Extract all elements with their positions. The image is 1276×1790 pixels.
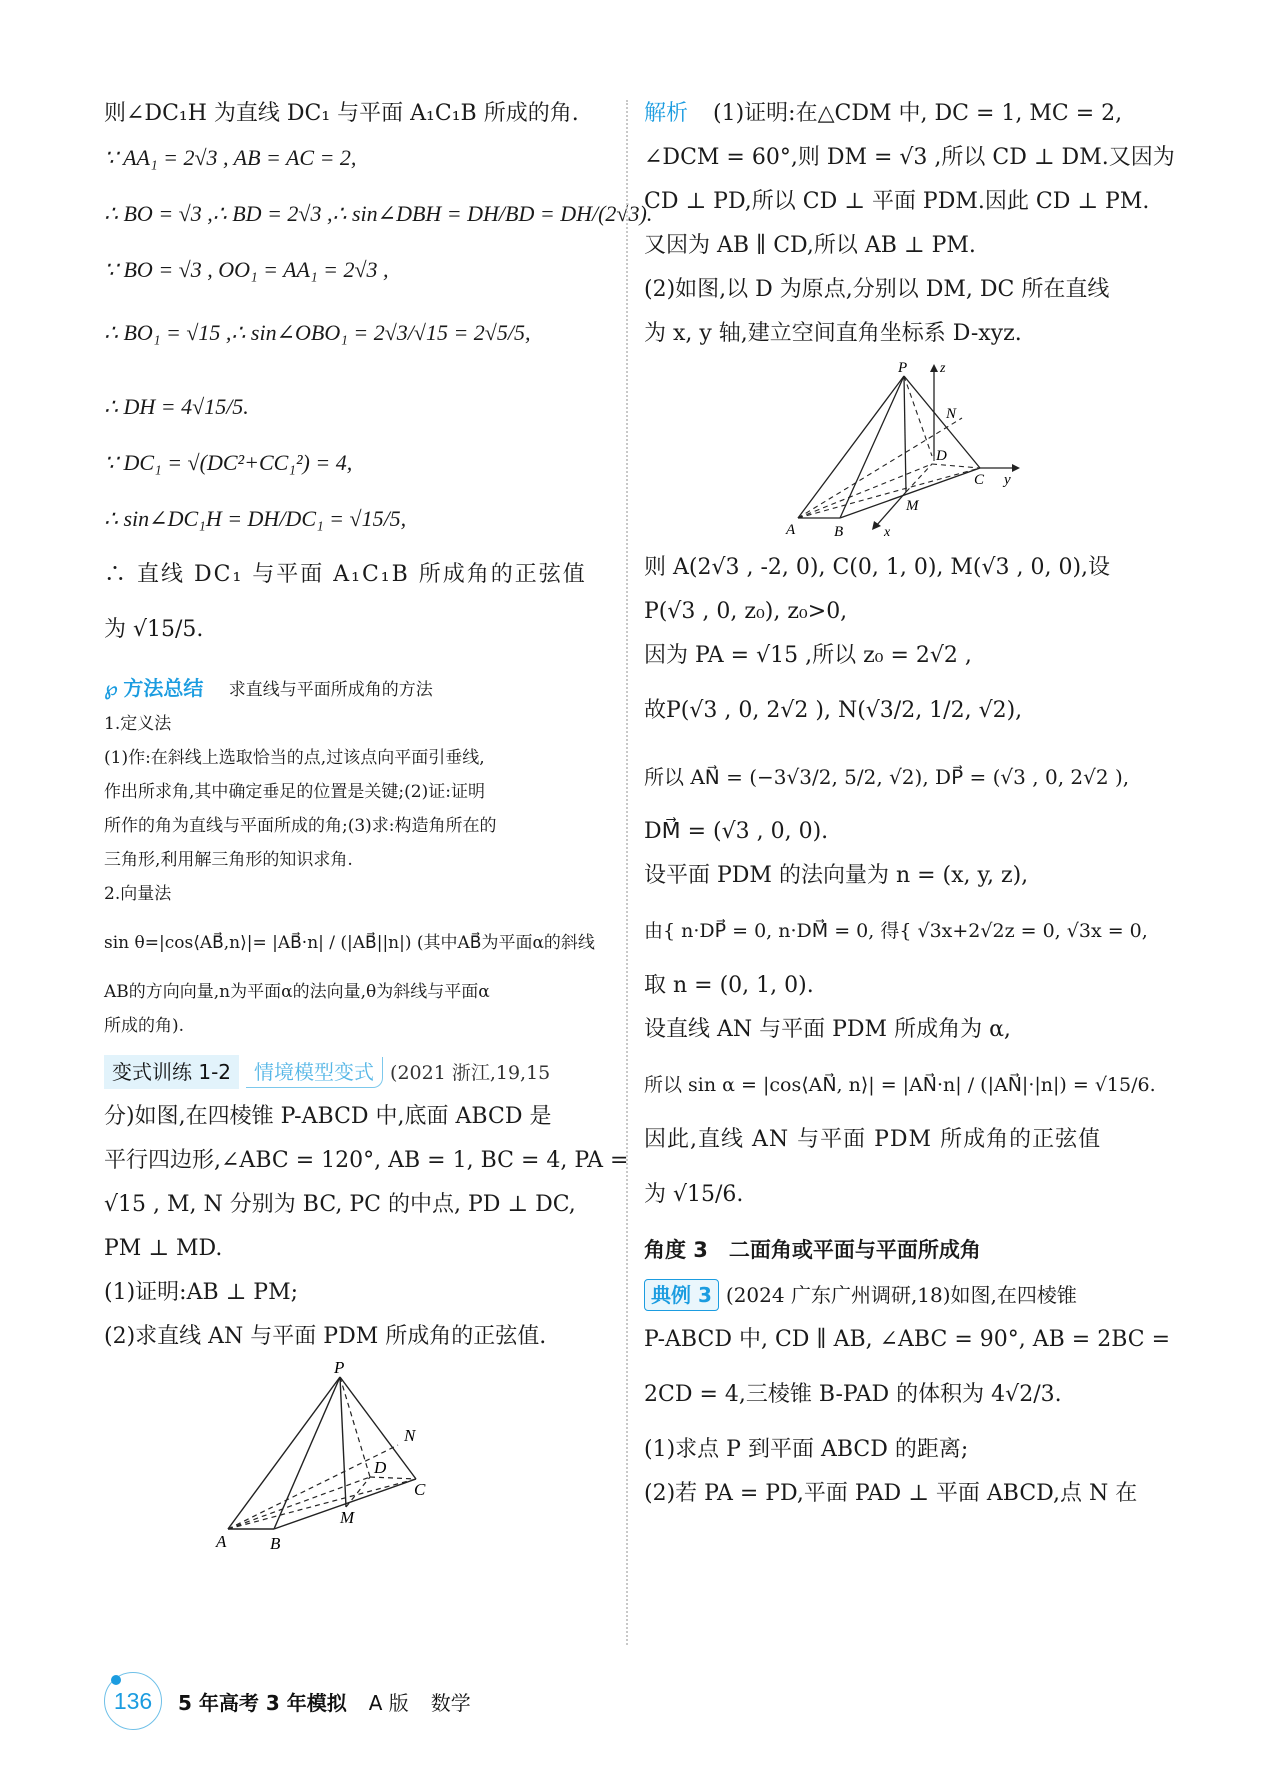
text-line: ∵ AA₁ = 2√3 , AB = AC = 2, (104, 145, 357, 170)
example-line: 2CD = 4,三棱锥 B-PAD 的体积为 4√2/3. (644, 1382, 1062, 1407)
solution-line: 因为 PA = √15 ,所以 z₀ = 2√2 , (644, 643, 972, 668)
pyramid-diagram (104, 1359, 609, 1559)
solution-line: 所以 sin α = |cos⟨AN⃗, n⟩| = |AN⃗·n| / (|AN⃗|·|n|) = √15/6. (644, 1074, 1156, 1096)
svg-text:N: N (404, 1426, 416, 1445)
solution-line: 所以 AN⃗ = (−3√3/2, 5/2, √2), DP⃗ = (√3 , 0, 2√2 ), (644, 765, 1130, 789)
text-line: ∴ BO = √3 ,∴ BD = 2√3 ,∴ sin∠DBH = DH/BD = DH/(2√3). (104, 201, 653, 226)
text-line: ∴ sin∠DC₁H = DH/DC₁ = √15/5, (104, 506, 407, 531)
dot-icon (111, 1675, 121, 1685)
method-item: 2.向量法 (104, 884, 172, 904)
solution-line: 取 n = (0, 1, 0). (644, 973, 814, 998)
section-heading: 角度 3 二面角或平面与平面所成角 (644, 1238, 981, 1262)
svg-text:N: N (946, 406, 957, 422)
example-badge: 典例 3 (644, 1279, 719, 1311)
svg-text:C: C (974, 472, 985, 488)
solution-line: 设平面 PDM 的法向量为 n = (x, y, z), (644, 863, 1029, 888)
exercise-line: PM ⊥ MD. (104, 1236, 223, 1261)
exercise-line: (2)求直线 AN 与平面 PDM 所成角的正弦值. (104, 1324, 547, 1349)
analysis-line: CD ⊥ PD,所以 CD ⊥ 平面 PDM.因此 CD ⊥ PM. (644, 189, 1150, 214)
example-line: (2)若 PA = PD,平面 PAD ⊥ 平面 ABCD,点 N 在 (644, 1481, 1138, 1506)
page-number: 136 (113, 1687, 153, 1714)
svg-text:D: D (374, 1458, 387, 1477)
method-summary (104, 671, 609, 1043)
text-line: ∴ DH = 4√15/5. (104, 394, 249, 419)
right-column (644, 92, 1175, 1516)
solution-line: 由{ n·DP⃗ = 0, n·DM⃗ = 0, 得{ √3x+2√2z = 0, √3x = 0, (644, 920, 1148, 942)
exercise-sub-badge: 情境模型变式 (246, 1057, 383, 1088)
coordinate-pyramid-diagram (644, 356, 1149, 546)
method-item: 所成的角). (104, 1016, 185, 1036)
svg-text:M: M (906, 498, 919, 514)
solution-line: 故P(√3 , 0, 2√2 ), N(√3/2, 1/2, √2), (644, 698, 1023, 723)
svg-text:A: A (786, 522, 796, 538)
method-item: 作出所求角,其中确定垂足的位置是关键;(2)证:证明 (104, 782, 485, 802)
book-subject: 数学 (430, 1690, 471, 1715)
text-line: ∴ BO₁ = √15 ,∴ sin∠OBO₁ = 2√3/√15 = 2√5/5, (104, 320, 531, 345)
method-item: sin θ=|cos⟨AB⃗,n⟩|= |AB⃗·n| / (|AB⃗||n|) (其中AB⃗为平面α的斜线 (104, 933, 595, 953)
svg-text:P: P (898, 360, 908, 376)
example-line: P-ABCD 中, CD ∥ AB, ∠ABC = 90°, AB = 2BC = (644, 1327, 1171, 1352)
exercise-line: √15 , M, N 分别为 BC, PC 的中点, PD ⊥ DC, (104, 1192, 576, 1217)
svg-text:C: C (414, 1480, 426, 1499)
example-line: (1)求点 P 到平面 ABCD 的距离; (644, 1437, 969, 1462)
svg-text:A: A (216, 1532, 227, 1551)
method-item: AB的方向向量,n为平面α的法向量,θ为斜线与平面α (104, 982, 490, 1002)
text-line: 则∠DC₁H 为直线 DC₁ 与平面 A₁C₁B 所成的角. (104, 101, 579, 126)
svg-text:D: D (936, 448, 947, 464)
svg-text:M: M (340, 1508, 355, 1527)
exercise-line: 分)如图,在四棱锥 P-ABCD 中,底面 ABCD 是 (104, 1104, 552, 1129)
solution-line: 为 √15/6. (644, 1182, 744, 1207)
book-edition: A 版 (368, 1690, 409, 1715)
analysis-line: 又因为 AB ∥ CD,所以 AB ⊥ PM. (644, 233, 976, 258)
exercise-block (104, 1051, 629, 1359)
svg-text:P: P (334, 1359, 345, 1377)
column-divider (626, 100, 628, 1645)
exercise-header (104, 1051, 609, 1095)
coordinate-figure (644, 356, 1149, 546)
text-line: ∵ BO = √3 , OO₁ = AA₁ = 2√3 , (104, 257, 389, 282)
exercise-line: (1)证明:AB ⊥ PM; (104, 1280, 299, 1305)
analysis-line: 解析 (1)证明:在△CDM 中, DC = 1, MC = 2, (644, 101, 1123, 126)
method-summary-label: 方法总结 (123, 676, 204, 700)
svg-text:B: B (834, 524, 844, 540)
text-line: ∴ 直线 DC₁ 与平面 A₁C₁B 所成角的正弦值 (104, 562, 587, 587)
analysis-label: 解析 (644, 101, 689, 126)
solution-line: P(√3 , 0, z₀), z₀>0, (644, 599, 848, 624)
book-title: 5 年高考 3 年模拟 (178, 1690, 347, 1715)
svg-text:y: y (1004, 472, 1011, 488)
solution-line: DM⃗ = (√3 , 0, 0). (644, 819, 829, 844)
svg-text:B: B (270, 1534, 281, 1553)
exercise-line: 平行四边形,∠ABC = 120°, AB = 1, BC = 4, PA = (104, 1148, 629, 1173)
page-number-badge (104, 1672, 162, 1730)
key-icon: ℘ (104, 676, 118, 700)
method-item: 1.定义法 (104, 714, 172, 734)
example-source: (2024 广东广州调研,18)如图,在四棱锥 (725, 1283, 1077, 1307)
analysis-line: (2)如图,以 D 为原点,分别以 DM, DC 所在直线 (644, 277, 1110, 302)
svg-text:z: z (940, 361, 946, 376)
solution-line: 则 A(2√3 , -2, 0), C(0, 1, 0), M(√3 , 0, 0),设 (644, 555, 1111, 580)
text-line: 为 √15/5. (104, 617, 204, 642)
method-summary-title: 求直线与平面所成角的方法 (228, 680, 433, 700)
method-summary-header (104, 671, 609, 707)
exercise-source: (2021 浙江,19,15 (390, 1062, 551, 1084)
svg-text:x: x (884, 525, 891, 540)
text-line: ∵ DC₁ = √(DC²+CC₁²) = 4, (104, 450, 353, 475)
analysis-line: 为 x, y 轴,建立空间直角坐标系 D-xyz. (644, 321, 1022, 346)
pyramid-figure (104, 1359, 609, 1559)
method-item: (1)作:在斜线上选取恰当的点,过该点向平面引垂线, (104, 748, 485, 768)
left-column (104, 92, 653, 1559)
method-item: 三角形,利用解三角形的知识求角. (104, 850, 353, 870)
solution-line: 因此,直线 AN 与平面 PDM 所成角的正弦值 (644, 1127, 1102, 1152)
example-header (644, 1273, 1149, 1318)
analysis-line: ∠DCM = 60°,则 DM = √3 ,所以 CD ⊥ DM.又因为 (644, 145, 1175, 170)
method-item: 所作的角为直线与平面所成的角;(3)求:构造角所在的 (104, 816, 497, 836)
solution-line: 设直线 AN 与平面 PDM 所成角为 α, (644, 1017, 1011, 1042)
exercise-badge: 变式训练 1-2 (104, 1055, 239, 1089)
page-footer (104, 1672, 471, 1730)
